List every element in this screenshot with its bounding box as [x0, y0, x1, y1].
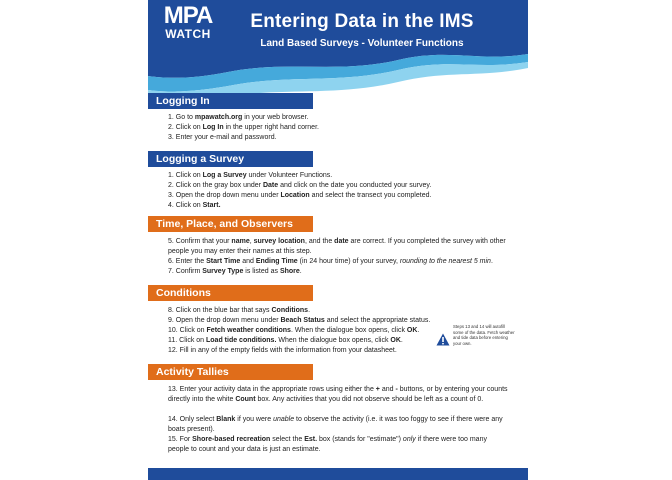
page-title: Entering Data in the IMS: [250, 11, 474, 32]
header-banner: [148, 0, 528, 96]
document-page: [148, 0, 528, 480]
survey-step-4: 4. Click on Start.: [168, 202, 221, 209]
section-header-logging-in: Logging In: [148, 93, 313, 109]
section-header-logging-survey: Logging a Survey: [148, 151, 313, 167]
survey-step-2: 2. Click on the gray box under Date and click on the date you conducted your survey.: [168, 182, 432, 189]
mpa-watch-logo: [156, 4, 220, 40]
survey-step-3: 3. Open the drop down menu under Location and select the transect you completed.: [168, 192, 432, 199]
step-8: 8. Click on the blue bar that says Conditions.: [168, 307, 311, 314]
step-10: 10. Click on Fetch weather conditions. When the dialogue box opens, click OK.: [168, 327, 420, 334]
page-subtitle: Land Based Surveys - Volunteer Functions: [260, 38, 464, 49]
step-6: 6. Enter the Start Time and Ending Time (in 24 hour time) of your survey, rounding to the nearest 5 min.: [168, 258, 493, 265]
logo-line-2: WATCH: [165, 27, 211, 41]
step-7: 7. Confirm Survey Type is listed as Shore.: [168, 268, 302, 275]
section-header-conditions: Conditions: [148, 285, 313, 301]
step-5: 5. Confirm that your name, survey location, and the date are correct. If you completed the survey with other people you may enter their names at this step.: [168, 238, 506, 255]
step-13: 13. Enter your activity data in the appropriate rows using either the + and - buttons, or by entering your counts directly into the white Count box. Any activities that you did not observe should be left as a count of 0.: [168, 386, 508, 403]
step-2: 2. Click on Log In in the upper right hand corner.: [168, 124, 319, 131]
step-1: 1. Go to mpawatch.org in your web browser.: [168, 114, 309, 121]
section-header-time-place: Time, Place, and Observers: [148, 216, 313, 232]
step-14: 14. Only select Blank if you were unable to observe the activity (i.e. it was too foggy to see if there were any boats present).: [168, 416, 503, 433]
survey-step-1: 1. Click on Log a Survey under Volunteer Functions.: [168, 172, 333, 179]
warning-icon: [436, 333, 450, 346]
section-header-activity-tallies: Activity Tallies: [148, 364, 313, 380]
step-9: 9. Open the drop down menu under Beach Status and select the appropriate status.: [168, 317, 431, 324]
step-15: 15. For Shore-based recreation select the Est. box (stands for "estimate") only if there were too many people to count and your data is just an estimate.: [168, 436, 487, 453]
logo-line-1: MPA: [163, 2, 213, 29]
step-12: 12. Fill in any of the empty fields with the information from your datasheet.: [168, 347, 397, 354]
footer-bar: [148, 468, 528, 480]
step-3: 3. Enter your e-mail and password.: [168, 134, 277, 141]
autofill-note: Steps 13 and 14 will autofill some of the data. Fetch weather and tide data before entering your own.: [453, 324, 515, 346]
step-11: 11. Click on Load tide conditions. When the dialogue box opens, click OK.: [168, 337, 403, 344]
